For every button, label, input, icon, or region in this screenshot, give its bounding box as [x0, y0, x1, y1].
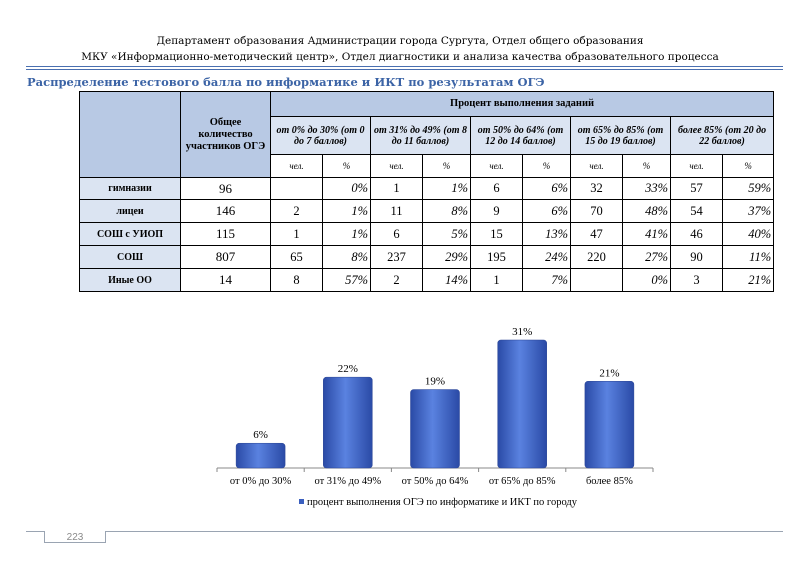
cell-count: 2	[371, 269, 423, 292]
sub-count: чел.	[271, 155, 323, 178]
cell-count: 65	[271, 246, 323, 269]
range-header: от 50% до 64% (от 12 до 14 баллов)	[471, 117, 571, 155]
x-tick-label: от 0% до 30%	[229, 476, 292, 487]
legend-label: процент выполнения ОГЭ по информатике и ИКТ по городу	[307, 497, 578, 508]
sub-pct: %	[423, 155, 471, 178]
cell-pct: 0%	[323, 178, 371, 200]
cell-pct: 57%	[323, 269, 371, 292]
row-label: СОШ с УИОП	[80, 223, 181, 246]
cell-pct: 27%	[623, 246, 671, 269]
range-header: от 65% до 85% (от 15 до 19 баллов)	[571, 117, 671, 155]
cell-pct: 1%	[423, 178, 471, 200]
cell-pct: 14%	[423, 269, 471, 292]
cell-pct: 21%	[723, 269, 774, 292]
data-label: 19%	[424, 375, 446, 388]
bar	[498, 340, 547, 468]
range-header: более 85% (от 20 до 22 баллов)	[671, 117, 774, 155]
cell-count: 1	[471, 269, 523, 292]
x-tick-label: от 50% до 64%	[401, 476, 469, 487]
cell-pct: 5%	[423, 223, 471, 246]
cell-pct: 59%	[723, 178, 774, 200]
sub-count: чел.	[571, 155, 623, 178]
cell-count: 8	[271, 269, 323, 292]
x-tick-label: от 65% до 85%	[488, 476, 556, 487]
bar	[236, 443, 285, 468]
sub-pct: %	[323, 155, 371, 178]
cell-count: 54	[671, 200, 723, 223]
sub-pct: %	[623, 155, 671, 178]
bar	[323, 377, 372, 468]
cell-count: 6	[371, 223, 423, 246]
cell-count: 1	[271, 223, 323, 246]
cell-count: 195	[471, 246, 523, 269]
cell-pct: 6%	[523, 200, 571, 223]
cell-count: 2	[271, 200, 323, 223]
x-tick-label: от 31% до 49%	[314, 476, 382, 487]
cell-pct: 29%	[423, 246, 471, 269]
cell-count: 15	[471, 223, 523, 246]
cell-pct: 33%	[623, 178, 671, 200]
cell-pct: 0%	[623, 269, 671, 292]
cell-pct: 41%	[623, 223, 671, 246]
row-label: лицеи	[80, 200, 181, 223]
data-label: 22%	[337, 363, 358, 376]
legend-swatch	[299, 499, 304, 504]
cell-pct: 11%	[723, 246, 774, 269]
cell-count: 11	[371, 200, 423, 223]
header-line-1: Департамент образования Администрации города Сургута, Отдел общего образования	[156, 35, 644, 47]
cell-pct: 40%	[723, 223, 774, 246]
row-total: 146	[181, 200, 271, 223]
cell-count: 1	[371, 178, 423, 200]
cell-pct: 13%	[523, 223, 571, 246]
footer-line-right	[106, 531, 783, 532]
data-label: 6%	[253, 429, 268, 442]
footer-line-left	[26, 531, 44, 532]
cell-pct: 6%	[523, 178, 571, 200]
cell-count: 6	[471, 178, 523, 200]
row-label: Иные ОО	[80, 269, 181, 292]
cell-pct: 8%	[323, 246, 371, 269]
data-label: 31%	[512, 326, 533, 338]
cell-count: 47	[571, 223, 623, 246]
page-number: 223	[66, 532, 84, 543]
row-total: 14	[181, 269, 271, 292]
bar	[585, 381, 634, 468]
cell-count: 70	[571, 200, 623, 223]
cell-count: 220	[571, 246, 623, 269]
cell-pct: 1%	[323, 223, 371, 246]
range-header: от 0% до 30% (от 0 до 7 баллов)	[271, 117, 371, 155]
row-total: 807	[181, 246, 271, 269]
cell-pct: 8%	[423, 200, 471, 223]
data-label: 21%	[599, 367, 620, 380]
header-total: Общее количество участников ОГЭ	[181, 92, 271, 178]
cell-count: 90	[671, 246, 723, 269]
header-line-2: МКУ «Информационно-методический центр», Отдел диагностики и анализа качества образовательного процесса	[81, 51, 719, 63]
cell-count: 237	[371, 246, 423, 269]
cell-count: 57	[671, 178, 723, 200]
row-total: 96	[181, 178, 271, 200]
cell-count: 9	[471, 200, 523, 223]
sub-pct: %	[523, 155, 571, 178]
section-title: Распределение тестового балла по информатике и ИКТ по результатам ОГЭ	[27, 75, 545, 89]
header-group: Процент выполнения заданий	[271, 92, 774, 117]
cell-pct: 37%	[723, 200, 774, 223]
sub-count: чел.	[371, 155, 423, 178]
range-header: от 31% до 49% (от 8 до 11 баллов)	[371, 117, 471, 155]
row-label: гимназии	[80, 178, 181, 200]
cell-pct: 7%	[523, 269, 571, 292]
cell-pct: 24%	[523, 246, 571, 269]
cell-pct: 48%	[623, 200, 671, 223]
cell-count: 3	[671, 269, 723, 292]
cell-pct: 1%	[323, 200, 371, 223]
bar	[411, 390, 460, 468]
sub-count: чел.	[671, 155, 723, 178]
row-total: 115	[181, 223, 271, 246]
x-tick-label: более 85%	[585, 476, 633, 487]
cell-count: 46	[671, 223, 723, 246]
sub-count: чел.	[471, 155, 523, 178]
row-label: СОШ	[80, 246, 181, 269]
sub-pct: %	[723, 155, 774, 178]
cell-count: 32	[571, 178, 623, 200]
